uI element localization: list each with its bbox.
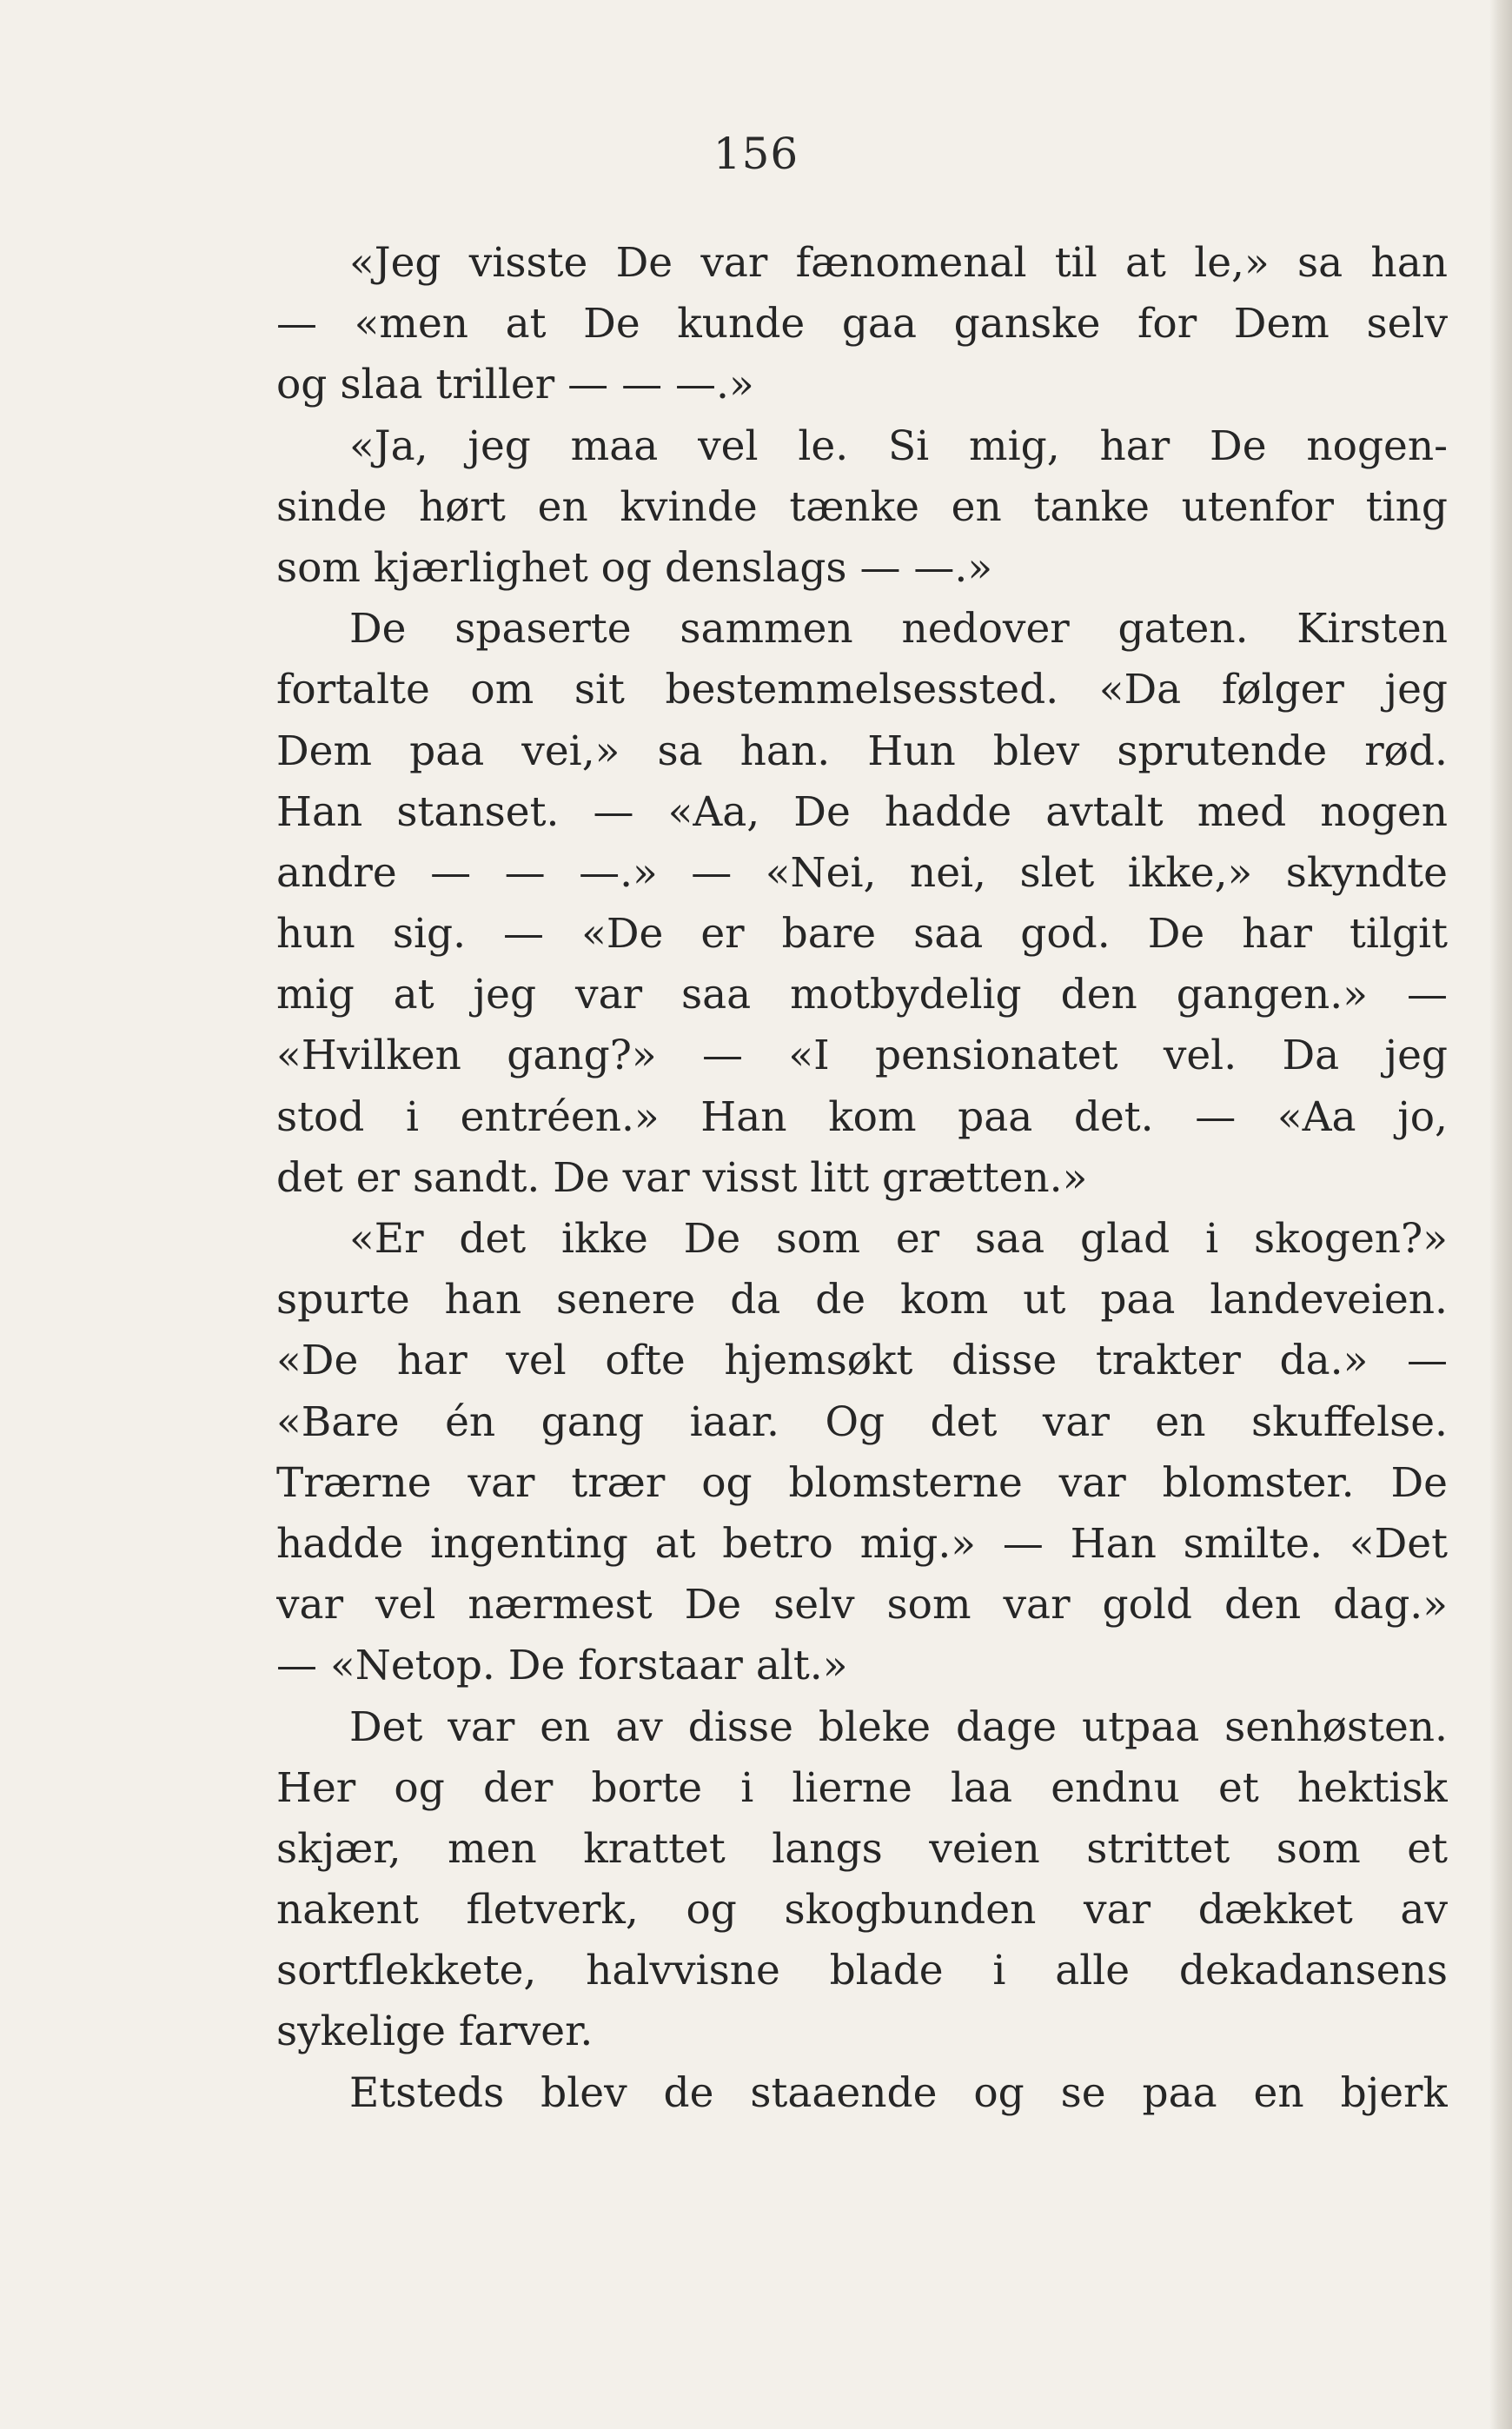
- text-line: det er sandt. De var visst litt grætten.»: [276, 1153, 1088, 1202]
- page-edge-shadow: [1489, 0, 1512, 2429]
- text-line: «Bare én gang iaar. Og det var en skuffelse.: [276, 1397, 1448, 1446]
- text-line: sykelige farver.: [276, 2008, 594, 2056]
- text-line: fortalte om sit bestemmelsessted. «Da følger jeg: [276, 666, 1448, 714]
- text-line: skjær, men krattet langs veien strittet som et: [276, 1824, 1448, 1873]
- text-line: nakent fletverk, og skogbunden var dækket av: [276, 1886, 1448, 1935]
- text-line: sinde hørt en kvinde tænke en tanke utenfor ting: [276, 482, 1448, 531]
- text-line: mig at jeg var saa motbydelig den gangen.» —: [276, 971, 1448, 1019]
- text-line: hun sig. — «De er bare saa god. De har tilgit: [276, 910, 1448, 959]
- text-line: «Er det ikke De som er saa glad i skogen?»: [349, 1215, 1448, 1263]
- text-line: spurte han senere da de kom ut paa landeveien.: [276, 1276, 1448, 1324]
- text-line: Trærne var trær og blomsterne var blomster. De: [276, 1458, 1448, 1507]
- page-number: 156: [713, 129, 799, 179]
- text-line: — «men at De kunde gaa ganske for Dem selv: [276, 300, 1448, 348]
- text-line: «Ja, jeg maa vel le. Si mig, har De nogen-: [349, 421, 1448, 470]
- text-line: sortflekkete, halvvisne blade i alle dekadansens: [276, 1947, 1448, 1995]
- text-line: Han stanset. — «Aa, De hadde avtalt med nogen: [276, 787, 1448, 836]
- text-line: Dem paa vei,» sa han. Hun blev sprutende rød.: [276, 727, 1448, 775]
- text-line: som kjærlighet og denslags — —.»: [276, 543, 993, 592]
- text-line: Etsteds blev de staaende og se paa en bjerk: [349, 2068, 1448, 2117]
- text-line: De spaserte sammen nedover gaten. Kirsten: [349, 605, 1448, 654]
- text-line: «De har vel ofte hjemsøkt disse trakter da.» —: [276, 1337, 1448, 1385]
- text-line: og slaa triller — — —.»: [276, 361, 754, 409]
- text-line: «Jeg visste De var fænomenal til at le,» sa han: [349, 239, 1448, 287]
- text-line: var vel nærmest De selv som var gold den dag.»: [276, 1581, 1448, 1629]
- text-line: «Hvilken gang?» — «I pensionatet vel. Da jeg: [276, 1032, 1448, 1080]
- text-line: andre — — —.» — «Nei, nei, slet ikke,» skyndte: [276, 848, 1448, 897]
- text-line: Her og der borte i lierne laa endnu et hektisk: [276, 1763, 1448, 1812]
- text-line: hadde ingenting at betro mig.» — Han smilte. «Det: [276, 1519, 1448, 1568]
- text-line: Det var en av disse bleke dage utpaa senhøsten.: [349, 1702, 1448, 1751]
- body-text: [276, 233, 1448, 2124]
- text-line: stod i entréen.» Han kom paa det. — «Aa jo,: [276, 1092, 1448, 1141]
- text-line: — «Netop. De forstaar alt.»: [276, 1642, 848, 1690]
